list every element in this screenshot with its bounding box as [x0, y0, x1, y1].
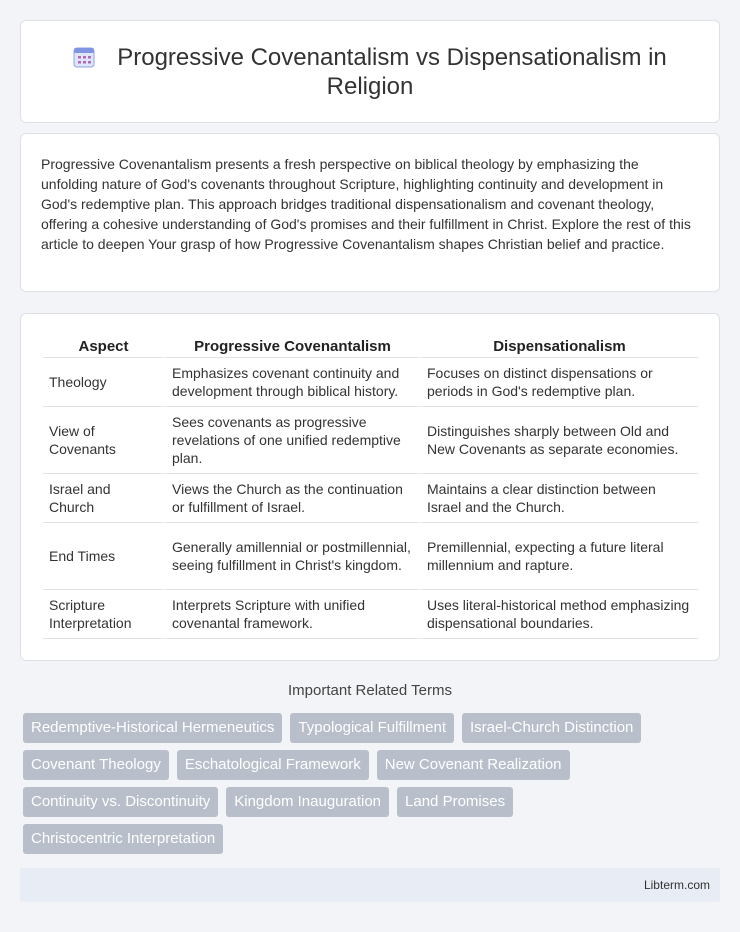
tag-row: [23, 750, 723, 780]
row-progressive-covenantalism: Views the Church as the continuation or fulfillment of Israel.: [164, 474, 419, 523]
related-terms-list: [23, 713, 723, 861]
row-dispensationalism: Premillennial, expecting a future literal millennium and rapture.: [419, 523, 698, 590]
footer: [20, 868, 720, 902]
related-terms-heading: Important Related Terms: [288, 682, 452, 699]
tag-kingdom-inauguration[interactable]: Kingdom Inauguration: [226, 787, 389, 817]
tag-christocentric-interpretation[interactable]: Christocentric Interpretation: [23, 824, 223, 854]
intro-card: [20, 133, 720, 292]
row-progressive-covenantalism: Emphasizes covenant continuity and development through biblical history.: [164, 358, 419, 407]
tag-new-covenant-realization[interactable]: New Covenant Realization: [377, 750, 570, 780]
tag-row: [23, 824, 723, 854]
table-row: [43, 474, 698, 523]
row-dispensationalism: Maintains a clear distinction between Israel and the Church.: [419, 474, 698, 523]
row-dispensationalism: Distinguishes sharply between Old and New Covenants as separate economies.: [419, 407, 698, 474]
table-row: [43, 407, 698, 474]
row-dispensationalism: Uses literal-historical method emphasizing dispensational boundaries.: [419, 590, 698, 639]
tag-redemptive-historical-hermeneutics[interactable]: Redemptive-Historical Hermeneutics: [23, 713, 282, 743]
row-aspect: End Times: [43, 523, 164, 590]
tag-covenant-theology[interactable]: Covenant Theology: [23, 750, 169, 780]
row-aspect: Scripture Interpretation: [43, 590, 164, 639]
row-progressive-covenantalism: Sees covenants as progressive revelations of one unified redemptive plan.: [164, 407, 419, 474]
table-row: [43, 358, 698, 407]
page-title-text: Progressive Covenantalism vs Dispensationalism in Religion: [117, 43, 667, 100]
row-progressive-covenantalism: Interprets Scripture with unified covenantal framework.: [164, 590, 419, 639]
table-row: [43, 590, 698, 639]
header-card: [20, 20, 720, 123]
comparison-card: [20, 313, 720, 661]
tag-row: [23, 713, 723, 743]
tag-continuity-vs-discontinuity[interactable]: Continuity vs. Discontinuity: [23, 787, 218, 817]
comparison-table: [43, 334, 698, 639]
page-title: [61, 43, 679, 101]
tag-eschatological-framework[interactable]: Eschatological Framework: [177, 750, 369, 780]
document-grid-icon: [73, 46, 95, 68]
row-aspect: Israel and Church: [43, 474, 164, 523]
tag-typological-fulfillment[interactable]: Typological Fulfillment: [290, 713, 454, 743]
footer-site-link[interactable]: Libterm.com: [643, 878, 710, 892]
row-dispensationalism: Focuses on distinct dispensations or periods in God's redemptive plan.: [419, 358, 698, 407]
column-header-progressive-covenantalism: Progressive Covenantalism: [164, 334, 419, 358]
row-progressive-covenantalism: Generally amillennial or postmillennial, seeing fulfillment in Christ's kingdom.: [164, 523, 419, 590]
intro-paragraph: Progressive Covenantalism presents a fresh perspective on biblical theology by emphasizing the unfolding nature of God's covenants throughout Scripture, highlighting continuity and development in God's redemptive plan. This approach bridges traditional dispensationalism and covenant theology, offering a cohesive understanding of God's promises and their fulfillment in Christ. Explore the rest of this article to deepen Your grasp of how Progressive Covenantalism shapes Christian belief and practice.: [41, 156, 691, 252]
column-header-aspect: Aspect: [43, 334, 164, 358]
table-row: [43, 523, 698, 590]
row-aspect: View of Covenants: [43, 407, 164, 474]
table-header-row: [43, 334, 698, 358]
column-header-dispensationalism: Dispensationalism: [419, 334, 698, 358]
row-aspect: Theology: [43, 358, 164, 407]
tag-land-promises[interactable]: Land Promises: [397, 787, 513, 817]
tag-row: [23, 787, 723, 817]
tag-israel-church-distinction[interactable]: Israel-Church Distinction: [462, 713, 641, 743]
